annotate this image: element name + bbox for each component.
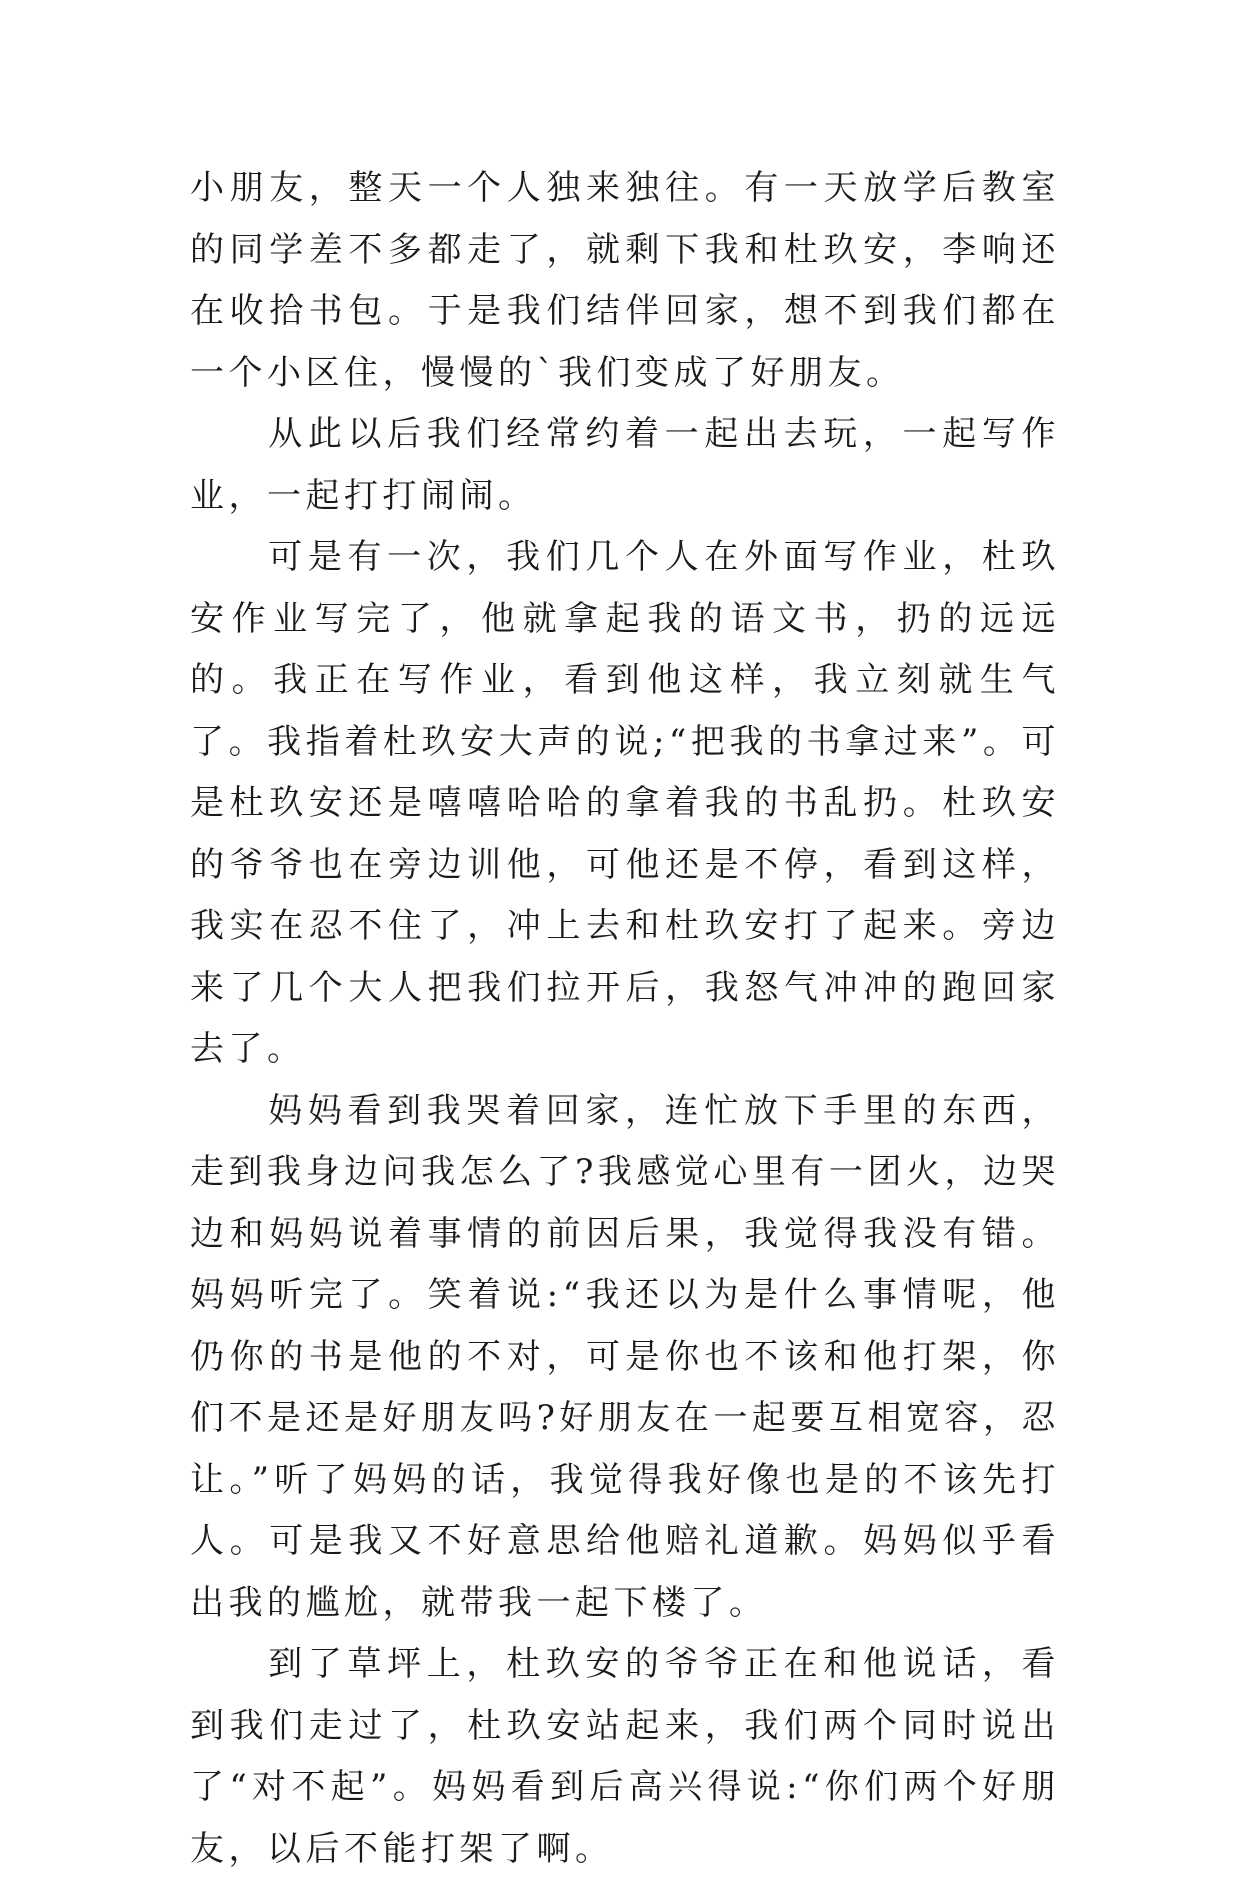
paragraph-2: 从此以后我们经常约着一起出去玩，一起写作业，一起打打闹闹。 — [190, 414, 1060, 516]
paragraph-3: 可是有一次，我们几个人在外面写作业，杜玖安作业写完了，他就拿起我的语文书，扔的远远的。我正在写作业，看到他这样，我立刻就生气了。我指着杜玖安大声的说;“把我的书拿过来”。可是杜玖安还是嘻嘻哈哈的拿着我的书乱扔。杜玖安的爷爷也在旁边训他，可他还是不停，看到这样，我实在忍不住了，冲上去和杜玖安打了起来。旁边来了几个大人把我们拉开后，我怒气冲冲的跑回家去了。 — [190, 537, 1060, 1069]
document-body — [190, 158, 1060, 1880]
paragraph-5: 到了草坪上，杜玖安的爷爷正在和他说话，看到我们走过了，杜玖安站起来，我们两个同时说出了“对不起”。妈妈看到后高兴得说:“你们两个好朋友，以后不能打架了啊。 — [190, 1644, 1060, 1869]
paragraph-1: 小朋友，整天一个人独来独往。有一天放学后教室的同学差不多都走了，就剩下我和杜玖安，李响还在收拾书包。于是我们结伴回家，想不到我们都在一个小区住，慢慢的`我们变成了好朋友。 — [190, 168, 1060, 393]
paragraph-4: 妈妈看到我哭着回家，连忙放下手里的东西，走到我身边问我怎么了?我感觉心里有一团火，边哭边和妈妈说着事情的前因后果，我觉得我没有错。妈妈听完了。笑着说:“我还以为是什么事情呢，他仍你的书是他的不对，可是你也不该和他打架，你们不是还是好朋友吗?好朋友在一起要互相宽容，忍让。”听了妈妈的话，我觉得我好像也是的不该先打人。可是我又不好意思给他赔礼道歉。妈妈似乎看出我的尴尬，就带我一起下楼了。 — [190, 1090, 1060, 1623]
